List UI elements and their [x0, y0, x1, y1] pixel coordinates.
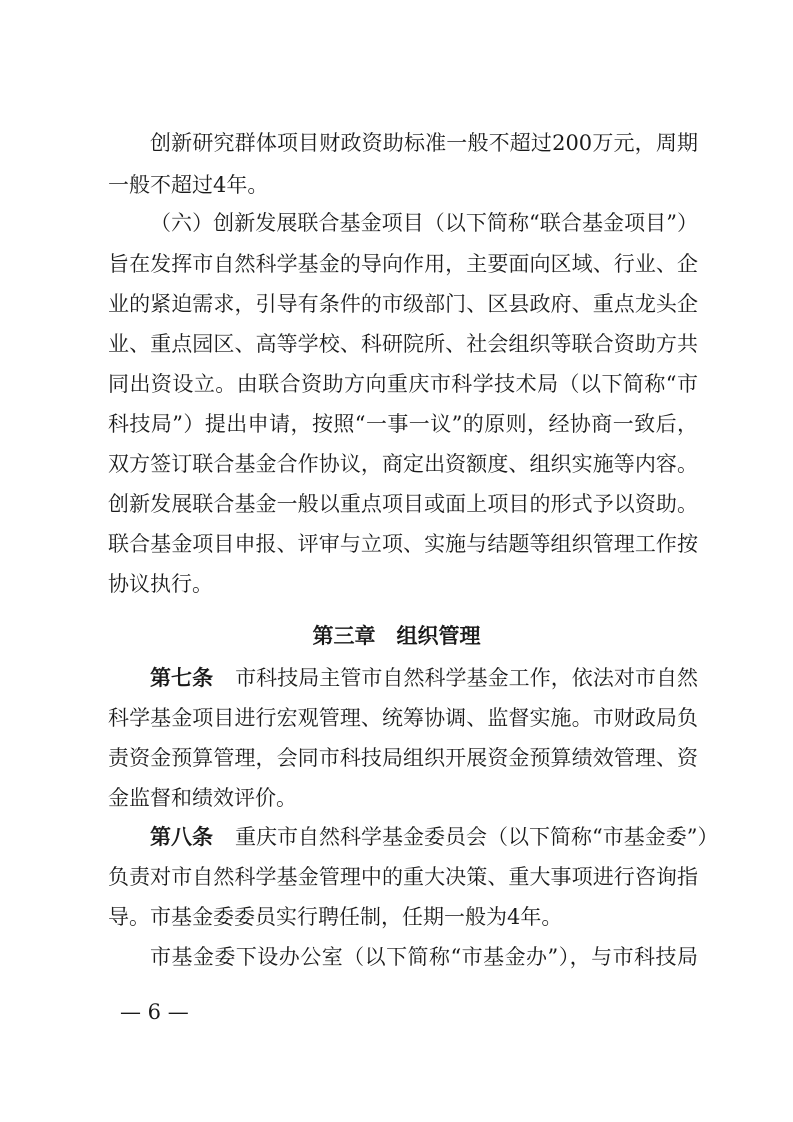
article-label: 第八条	[150, 825, 213, 849]
article-text: 重庆市自然科学基金委员会（以下简称“市基金委”）	[235, 825, 719, 849]
paragraph-line: 联合基金项目申报、评审与立项、实施与结题等组织管理工作按	[108, 532, 698, 556]
paragraph-line: 金监督和绩效评价。	[108, 786, 297, 810]
paragraph-line: 创新发展联合基金一般以重点项目或面上项目的形式予以资助。	[108, 492, 698, 516]
article-label: 第七条	[150, 666, 214, 690]
paragraph-line: 创新研究群体项目财政资助标准一般不超过200万元，周期	[150, 131, 698, 155]
paragraph-line: 旨在发挥市自然科学基金的导向作用，主要面向区域、行业、企	[108, 252, 698, 276]
paragraph-line: 导。市基金委委员实行聘任制，任期一般为4年。	[108, 905, 563, 929]
paragraph-line: 业、重点园区、高等学校、科研院所、社会组织等联合资助方共	[108, 332, 698, 356]
paragraph-line: 负责对市自然科学基金管理中的重大决策、重大事项进行咨询指	[108, 865, 698, 889]
article-7-first-line	[150, 664, 698, 692]
paragraph-line: 一般不超过4年。	[108, 173, 269, 197]
paragraph-line: 市基金委下设办公室（以下简称“市基金办”），与市科技局	[150, 945, 698, 969]
paragraph-line: 同出资设立。由联合资助方向重庆市科学技术局（以下简称“市	[108, 372, 698, 396]
paragraph-line: 协议执行。	[108, 572, 213, 596]
article-8-first-line	[150, 823, 719, 851]
paragraph-line: 业的紧迫需求，引导有条件的市级部门、区县政府、重点龙头企	[108, 292, 698, 316]
paragraph-line: （六）创新发展联合基金项目（以下简称“联合基金项目”）	[150, 211, 698, 235]
paragraph-line: 科学基金项目进行宏观管理、统筹协调、监督实施。市财政局负	[108, 706, 698, 730]
chapter-heading: 第三章 组织管理	[312, 624, 481, 648]
paragraph-line: 双方签订联合基金合作协议，商定出资额度、组织实施等内容。	[108, 452, 698, 476]
paragraph-line: 责资金预算管理，会同市科技局组织开展资金预算绩效管理、资	[108, 746, 698, 770]
paragraph-line: 科技局”）提出申请，按照“一事一议”的原则，经协商一致后，	[108, 412, 698, 436]
article-text: 市科技局主管市自然科学基金工作，依法对市自然	[235, 666, 698, 690]
page-number: — 6 —	[120, 1000, 189, 1024]
